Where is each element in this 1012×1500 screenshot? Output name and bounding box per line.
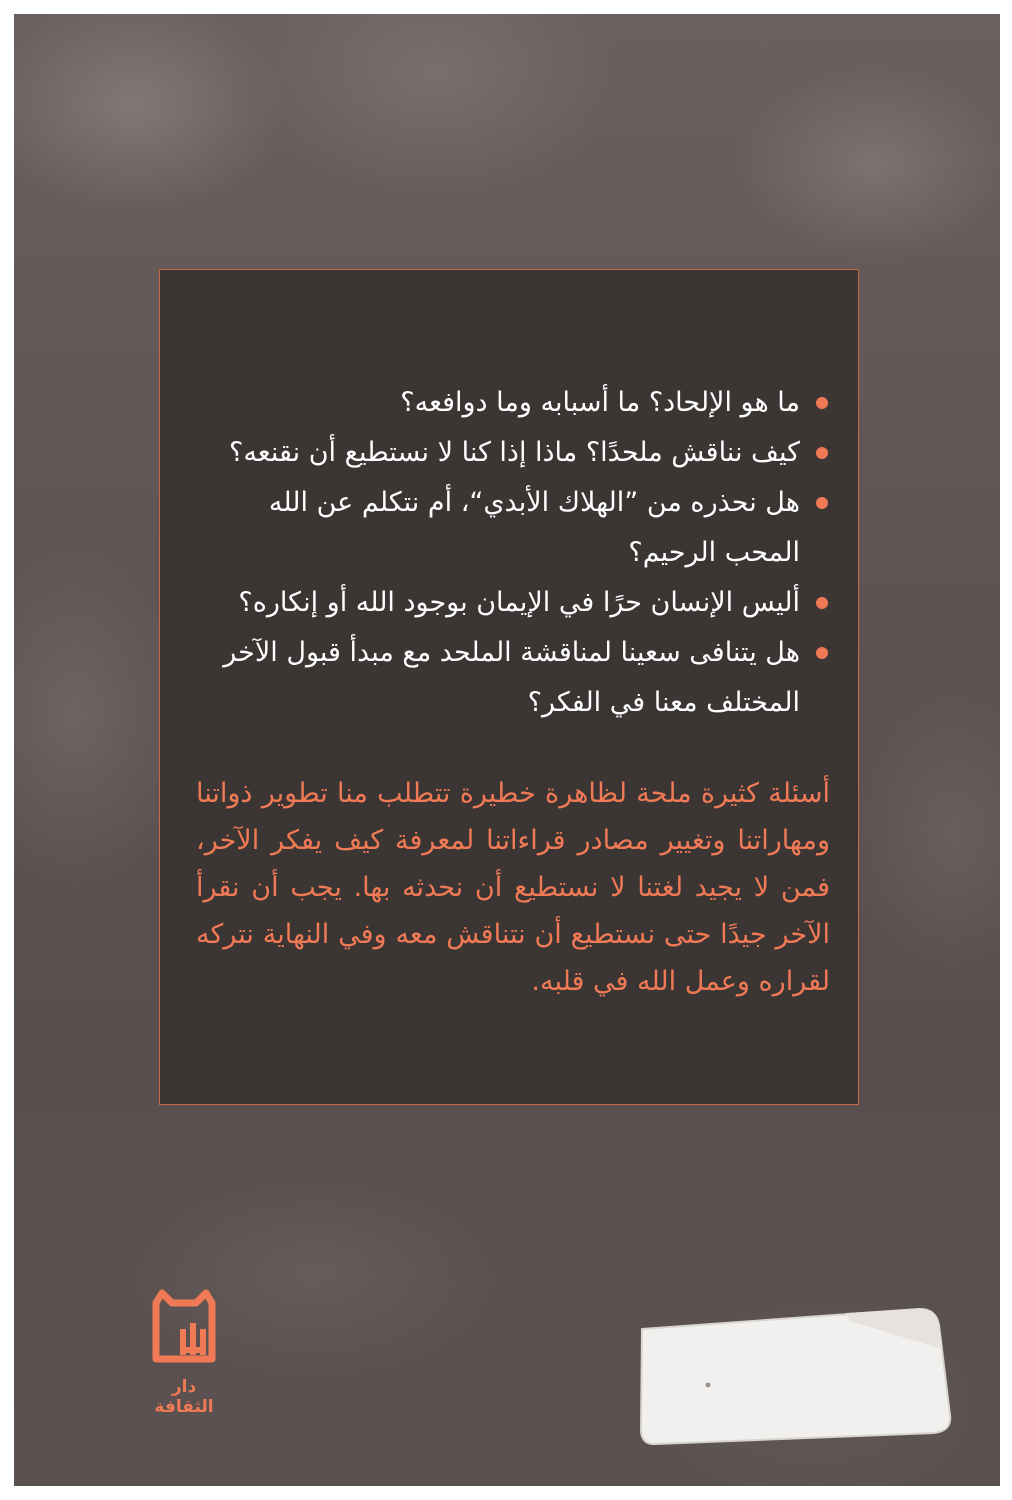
question-item	[200, 428, 828, 478]
question-text: أليس الإنسان حرًا في الإيمان بوجود الله أو إنكاره؟	[238, 587, 800, 618]
text-panel	[159, 269, 859, 1105]
back-cover	[14, 14, 1000, 1486]
questions-list	[200, 378, 828, 728]
bullet-icon	[816, 397, 828, 409]
bullet-icon	[816, 447, 828, 459]
publisher-name: دار الثقافة	[154, 1377, 214, 1417]
question-item	[200, 628, 828, 728]
question-text: ما هو الإلحاد؟ ما أسبابه وما دوافعه؟	[400, 387, 800, 418]
question-item	[200, 578, 828, 628]
publisher-logo	[144, 1289, 224, 1417]
bullet-icon	[816, 647, 828, 659]
bullet-icon	[816, 497, 828, 509]
question-text: كيف نناقش ملحدًا؟ ماذا إذا كنا لا نستطيع أن نقنعه؟	[228, 437, 800, 468]
question-text: هل يتنافى سعينا لمناقشة الملحد مع مبدأ قبول الآخر المختلف معنا في الفكر؟	[223, 637, 800, 718]
question-text: هل نحذره من ”الهلاك الأبدي“، أم نتكلم عن الله المحب الرحيم؟	[268, 487, 800, 568]
blurb-paragraph: أسئلة كثيرة ملحة لظاهرة خطيرة تتطلب منا تطوير ذواتنا ومهاراتنا وتغيير مصادر قراءاتنا لمعرفة كيف يفكر الآخر، فمن لا يجيد لغتنا لا نستطيع أن نحدثه بها. يجب أن نقرأ الآخر جيدًا حتى نستطيع أن نتناقش معه وفي النهاية نتركه لقراره وعمل الله في قلبه.	[196, 778, 830, 997]
question-item	[200, 478, 828, 578]
cat-head-logo-icon	[144, 1289, 224, 1374]
question-item	[200, 378, 828, 428]
bullet-icon	[816, 597, 828, 609]
price-sticker	[636, 1299, 956, 1447]
